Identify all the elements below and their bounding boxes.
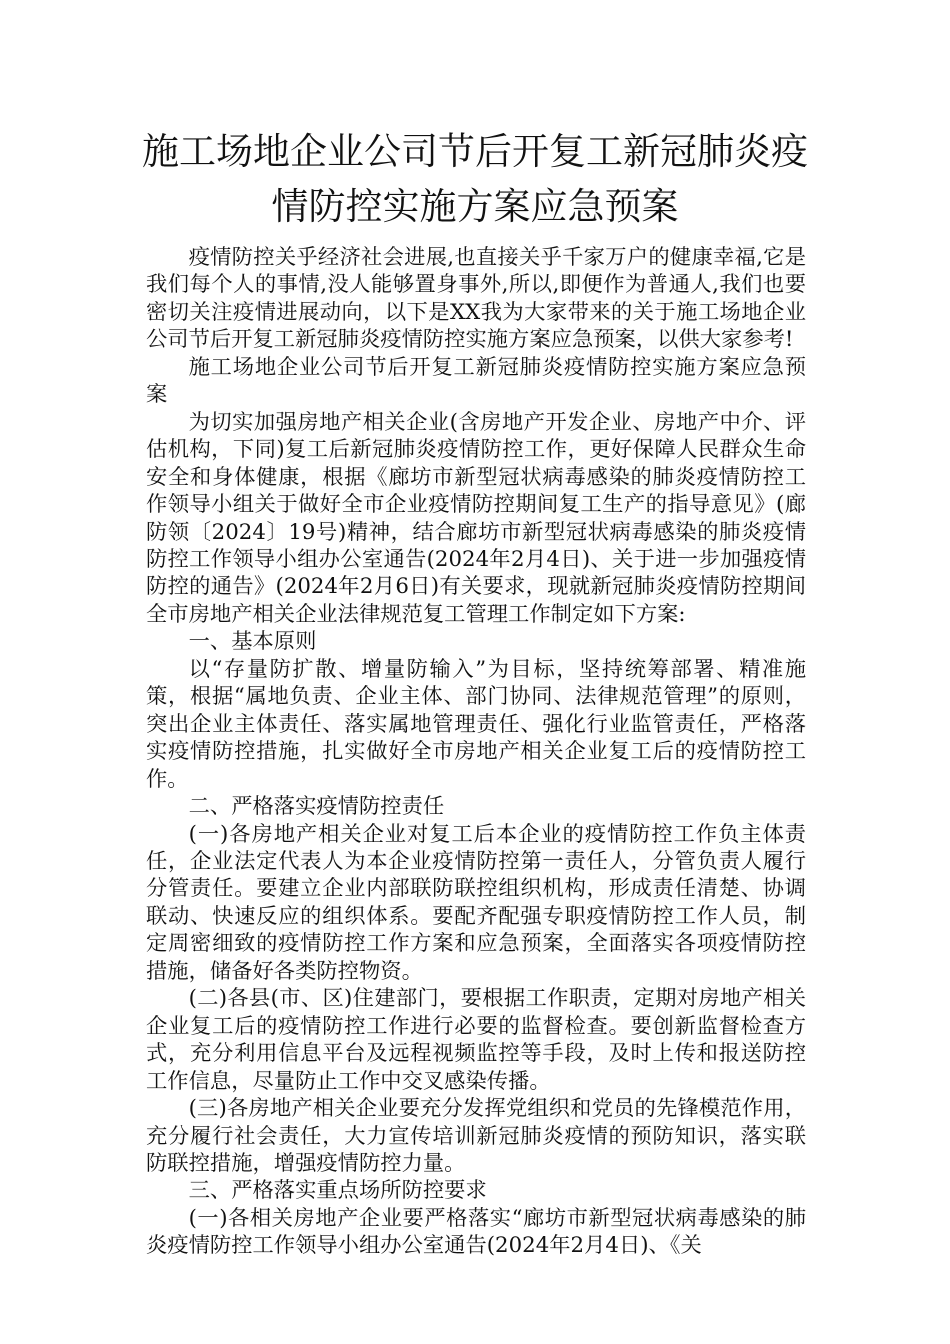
subtitle-paragraph: 施工场地企业公司节后开复工新冠肺炎疫情防控实施方案应急预案 xyxy=(146,354,806,408)
section-heading-3: 三、严格落实重点场所防控要求 xyxy=(188,1178,487,1204)
title-line-2: 情防控实施方案应急预案 xyxy=(271,185,679,228)
section-heading-1: 一、基本原则 xyxy=(188,629,317,655)
section-2-item-3: (三)各房地产相关企业要充分发挥党组织和党员的先锋模范作用，充分履行社会责任，大力宣传培训新冠肺炎疫情的预防知识，落实联防联控措施，增强疫情防控力量。 xyxy=(146,1096,806,1176)
intro-paragraph: 疫情防控关乎经济社会进展,也直接关乎千家万户的健康幸福,它是我们每个人的事情,没人能够置身事外,所以,即便作为普通人,我们也要密切关注疫情进展动向，以下是XX我为大家带来的关于施工场地企业公司节后开复工新冠肺炎疫情防控实施方案应急预案，以供大家参考! xyxy=(146,245,806,353)
section-1-paragraph: 以“存量防扩散、增量防输入”为目标，坚持统筹部署、精准施策，根据“属地负责、企业主体、部门协同、法律规范管理”的原则，突出企业主体责任、落实属地管理责任、强化行业监管责任，严格落实疫情防控措施，扎实做好全市房地产相关企业复工后的疫情防控工作。 xyxy=(146,656,806,792)
section-3-item-1: (一)各相关房地产企业要严格落实“廊坊市新型冠状病毒感染的肺炎疫情防控工作领导小组办公室通告(2024年2月4日)、《关 xyxy=(146,1205,806,1259)
preamble-paragraph: 为切实加强房地产相关企业(含房地产开发企业、房地产中介、评估机构，下同)复工后新冠肺炎疫情防控工作，更好保障人民群众生命安全和身体健康，根据《廊坊市新型冠状病毒感染的肺炎疫情防控工作领导小组关于做好全市企业疫情防控期间复工生产的指导意见》(廊防领〔2024〕19号)精神，结合廊坊市新型冠状病毒感染的肺炎疫情防控工作领导小组办公室通告(2024年2月4日)、关于进一步加强疫情防控的通告》(2024年2月6日)有关要求，现就新冠肺炎疫情防控期间全市房地产相关企业法律规范复工管理工作制定如下方案: xyxy=(146,409,806,627)
section-2-item-2: (二)各县(市、区)住建部门，要根据工作职责，定期对房地产相关企业复工后的疫情防控工作进行必要的监督检查。要创新监督检查方式，充分利用信息平台及远程视频监控等手段，及时上传和报送防控工作信息，尽量防止工作中交叉感染传播。 xyxy=(146,986,806,1094)
section-2-item-1: (一)各房地产相关企业对复工后本企业的疫情防控工作负主体责任，企业法定代表人为本企业疫情防控第一责任人，分管负责人履行分管责任。要建立企业内部联防联控组织机构，形成责任清楚、协调联动、快速反应的组织体系。要配齐配强专职疫情防控工作人员，制定周密细致的疫情防控工作方案和应急预案，全面落实各项疫情防控措施，储备好各类防控物资。 xyxy=(146,821,806,984)
title-line-1: 施工场地企业公司节后开复工新冠肺炎疫 xyxy=(142,130,808,173)
document-body xyxy=(146,244,806,1260)
section-heading-2: 二、严格落实疫情防控责任 xyxy=(188,794,445,820)
document-title xyxy=(60,124,890,234)
